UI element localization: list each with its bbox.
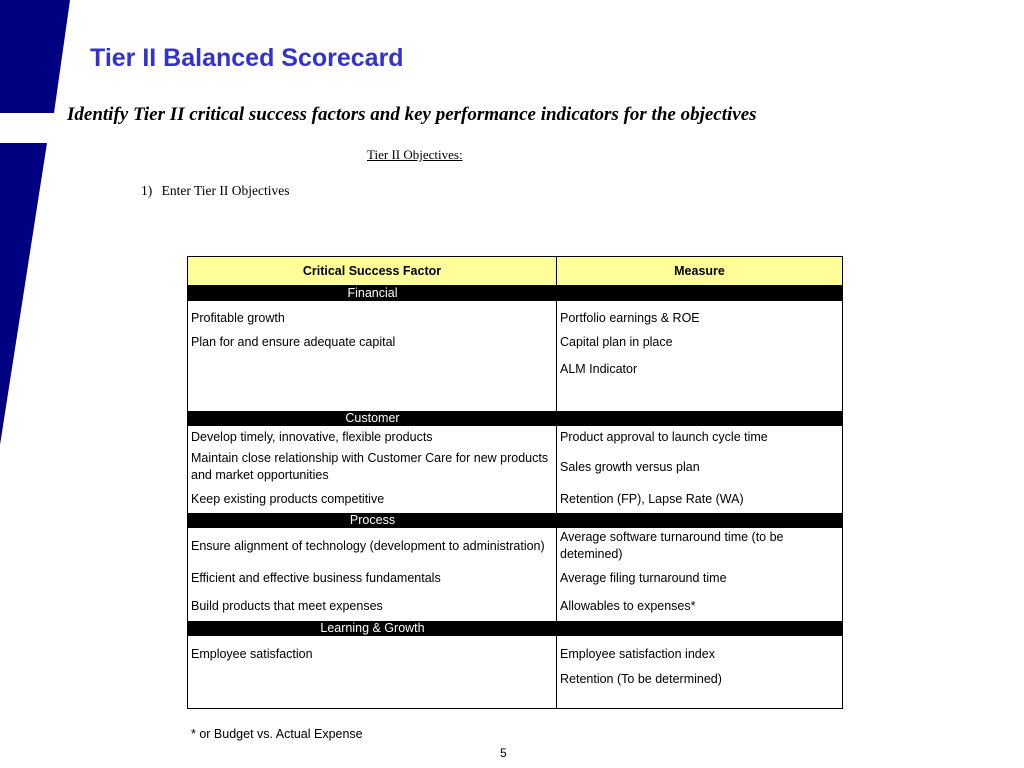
factor-cell: Develop timely, innovative, flexible products xyxy=(188,426,557,449)
page-subtitle: Identify Tier II critical success factors and key performance indicators for the objectives xyxy=(67,104,757,125)
table-row xyxy=(188,592,843,621)
header-critical-success-factor: Critical Success Factor xyxy=(188,257,557,286)
measure-cell: Allowables to expenses* xyxy=(557,592,843,621)
page-number: 5 xyxy=(500,746,507,760)
table-row xyxy=(188,666,843,693)
factor-cell: Ensure alignment of technology (development to administration) xyxy=(188,528,557,564)
objectives-heading: Tier II Objectives: xyxy=(367,147,463,162)
objective-item xyxy=(141,183,289,199)
measure-cell: ALM Indicator xyxy=(557,356,843,383)
scorecard-table xyxy=(187,256,843,709)
measure-cell: Average filing turnaround time xyxy=(557,564,843,592)
factor-cell: Profitable growth xyxy=(188,301,557,329)
header-measure: Measure xyxy=(557,257,843,286)
table-row xyxy=(188,485,843,513)
measure-cell: Retention (FP), Lapse Rate (WA) xyxy=(557,485,843,513)
section-row-customer xyxy=(188,411,843,426)
table-row xyxy=(188,301,843,329)
measure-cell: Average software turnaround time (to be detemined) xyxy=(557,528,843,564)
factor-cell xyxy=(188,356,557,383)
section-label: Customer xyxy=(345,411,400,425)
table-spacer-row xyxy=(188,383,843,411)
factor-cell: Employee satisfaction xyxy=(188,636,557,666)
factor-cell xyxy=(188,666,557,693)
section-label: Financial xyxy=(347,286,398,300)
footnote: * or Budget vs. Actual Expense xyxy=(191,727,363,741)
factor-cell: Maintain close relationship with Customer Care for new products and market opportunities xyxy=(188,449,557,485)
measure-cell: Capital plan in place xyxy=(557,329,843,356)
table-row xyxy=(188,426,843,449)
table-row xyxy=(188,564,843,592)
measure-cell: Portfolio earnings & ROE xyxy=(557,301,843,329)
page-title: Tier II Balanced Scorecard xyxy=(90,44,404,72)
factor-cell: Build products that meet expenses xyxy=(188,592,557,621)
factor-cell: Efficient and effective business fundamentals xyxy=(188,564,557,592)
objective-number: 1) xyxy=(141,183,153,198)
table-row xyxy=(188,329,843,356)
measure-cell: Product approval to launch cycle time xyxy=(557,426,843,449)
measure-cell: Retention (To be determined) xyxy=(557,666,843,693)
objective-text: Enter Tier II Objectives xyxy=(161,183,290,198)
table-row xyxy=(188,449,843,485)
section-row-financial xyxy=(188,286,843,302)
section-row-learning-growth xyxy=(188,621,843,636)
table-header-row xyxy=(188,257,843,286)
factor-cell: Plan for and ensure adequate capital xyxy=(188,329,557,356)
section-row-process xyxy=(188,513,843,528)
factor-cell: Keep existing products competitive xyxy=(188,485,557,513)
table-row xyxy=(188,356,843,383)
section-label: Learning & Growth xyxy=(320,621,425,635)
table-row xyxy=(188,528,843,564)
table-spacer-row xyxy=(188,693,843,708)
sidebar-band-top xyxy=(0,0,70,113)
section-label: Process xyxy=(349,513,396,527)
measure-cell: Employee satisfaction index xyxy=(557,636,843,666)
sidebar-band-bottom xyxy=(0,143,47,445)
table-row xyxy=(188,636,843,666)
measure-cell: Sales growth versus plan xyxy=(557,449,843,485)
